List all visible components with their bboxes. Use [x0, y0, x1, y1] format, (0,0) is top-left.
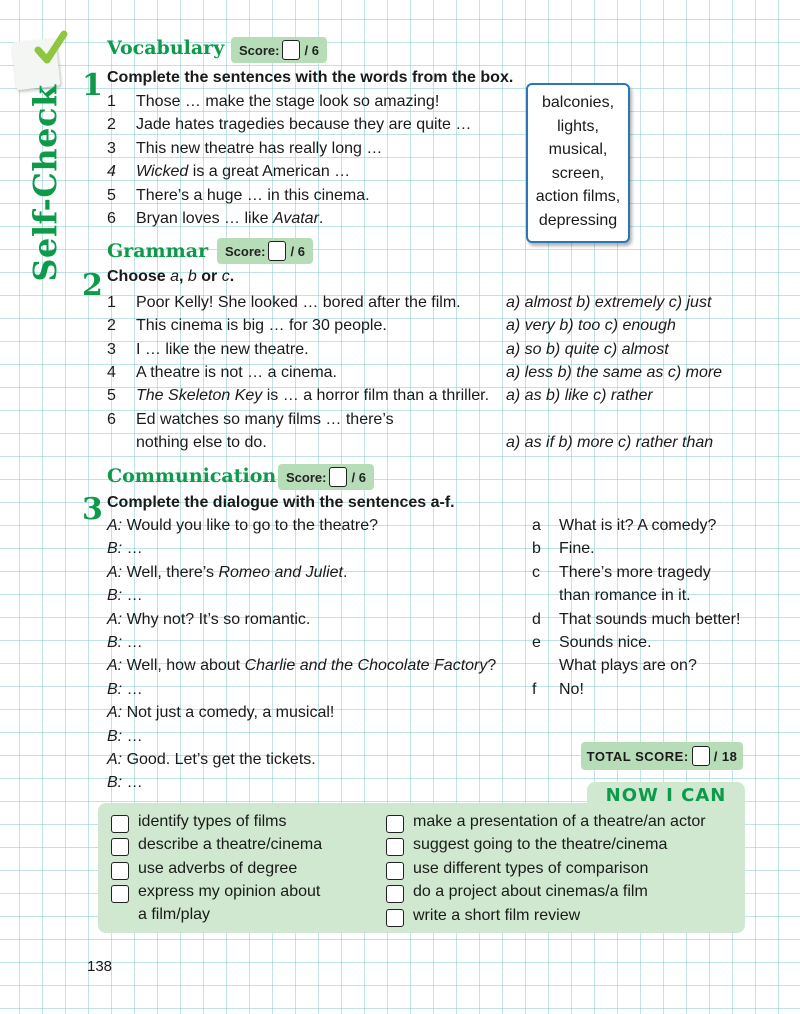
checkbox[interactable]	[386, 909, 404, 927]
checkbox[interactable]	[111, 838, 129, 856]
item-number: 6	[107, 210, 116, 227]
option-letter: b	[532, 540, 541, 558]
vocabulary-sentence: Jade hates tragedies because they are quite …	[136, 116, 472, 133]
exercise-number: 2	[82, 268, 103, 303]
communication-heading: Communication	[107, 465, 277, 487]
grammar-options: a) almost b) extremely c) just	[506, 294, 712, 311]
page-number: 138	[87, 958, 113, 975]
option-letter: d	[532, 610, 541, 628]
option-text: There’s more tragedy	[559, 563, 711, 581]
dialogue-line: B: …	[107, 727, 143, 745]
word-box-item: musical,	[548, 141, 608, 158]
dialogue-line: A: Not just a comedy, a musical!	[107, 704, 335, 722]
item-number: 2	[107, 116, 116, 133]
checkmark-icon	[34, 30, 68, 70]
checkbox[interactable]	[386, 815, 404, 833]
vocabulary-sentence: Those … make the stage look so amazing!	[136, 93, 440, 110]
checklist-label: do a project about cinemas/a film	[413, 883, 648, 901]
communication-instruction: Complete the dialogue with the sentences a-f.	[107, 494, 455, 511]
word-box	[526, 83, 630, 243]
exercise-number: 3	[82, 492, 103, 527]
vocabulary-sentence: Wicked is a great American …	[136, 163, 351, 180]
score-input-box[interactable]	[692, 746, 710, 766]
option-text: That sounds much better!	[559, 610, 741, 628]
checklist-label: write a short film review	[413, 906, 581, 924]
item-number: 2	[107, 317, 116, 334]
dialogue-line: B: …	[107, 587, 143, 605]
dialogue-line: A: Why not? It’s so romantic.	[107, 610, 311, 628]
grammar-sentence: Ed watches so many films … there’s	[136, 411, 394, 428]
vocabulary-score: Score: / 6	[231, 37, 327, 63]
exercise-number: 1	[82, 68, 103, 103]
grammar-instruction: Choose a, b or c.	[107, 268, 235, 285]
grammar-options: a) so b) quite c) almost	[506, 341, 669, 358]
item-number: 3	[107, 140, 116, 157]
dialogue-line: A: Well, there’s Romeo and Juliet.	[107, 563, 348, 581]
item-number: 3	[107, 341, 116, 358]
dialogue-line: A: Would you like to go to the theatre?	[107, 517, 378, 534]
grammar-sentence: The Skeleton Key is … a horror film than a thriller.	[136, 387, 490, 404]
option-text: No!	[559, 680, 584, 698]
grammar-options: a) as b) like c) rather	[506, 387, 653, 404]
grammar-heading: Grammar	[107, 240, 209, 262]
vocabulary-sentence: Bryan loves … like Avatar.	[136, 210, 324, 227]
grammar-options: a) very b) too c) enough	[506, 317, 676, 334]
item-number: 1	[107, 294, 116, 311]
checklist-label: describe a theatre/cinema	[138, 836, 323, 854]
grammar-options: a) less b) the same as c) more	[506, 364, 723, 381]
checklist-label: a film/play	[138, 906, 211, 923]
dialogue-line: B: …	[107, 634, 143, 651]
word-box-item: screen,	[551, 164, 605, 182]
checkbox[interactable]	[111, 885, 129, 903]
checkbox[interactable]	[386, 838, 404, 856]
checklist-label: use adverbs of degree	[138, 859, 298, 877]
total-score: TOTAL SCORE: / 18	[581, 742, 743, 770]
now-i-can-heading: NOW I CAN	[587, 782, 745, 810]
item-number: 1	[107, 93, 116, 110]
grammar-sentence: Poor Kelly! She looked … bored after the film.	[136, 294, 461, 311]
communication-score: Score: / 6	[278, 464, 374, 490]
vocabulary-instruction: Complete the sentences with the words from the box.	[107, 69, 514, 86]
option-letter: c	[532, 563, 540, 581]
word-box-item: lights,	[557, 117, 599, 135]
option-text: than romance in it.	[559, 587, 691, 605]
option-text: Fine.	[559, 540, 595, 558]
grammar-sentence: This cinema is big … for 30 people.	[136, 317, 387, 334]
checkbox[interactable]	[386, 862, 404, 880]
word-box-item: action films,	[535, 188, 621, 205]
checklist-label: suggest going to the theatre/cinema	[413, 836, 668, 854]
grammar-item-line: nothing else to do.	[136, 434, 267, 451]
checkbox[interactable]	[111, 815, 129, 833]
score-input-box[interactable]	[268, 241, 286, 261]
checklist-label: use different types of comparison	[413, 859, 649, 877]
item-number: 5	[107, 387, 116, 404]
option-text: What is it? A comedy?	[559, 517, 717, 534]
vocabulary-sentence: There’s a huge … in this cinema.	[136, 187, 370, 204]
dialogue-line: B: …	[107, 680, 143, 698]
option-text: Sounds nice.	[559, 634, 652, 651]
word-box-item: balconies,	[541, 94, 615, 111]
score-input-box[interactable]	[329, 467, 347, 487]
option-letter: e	[532, 634, 541, 651]
checklist-label: make a presentation of a theatre/an actor	[413, 813, 706, 830]
checklist-label: identify types of films	[138, 813, 287, 830]
grammar-sentence: I … like the new theatre.	[136, 341, 309, 358]
item-number: 5	[107, 187, 116, 204]
dialogue-line: A: Well, how about Charlie and the Chocolate Factory?	[107, 657, 497, 675]
grammar-sentence: A theatre is not … a cinema.	[136, 364, 337, 381]
vocabulary-sentence: This new theatre has really long …	[136, 140, 383, 157]
checkbox[interactable]	[111, 862, 129, 880]
score-input-box[interactable]	[282, 40, 300, 60]
vocabulary-heading: Vocabulary	[107, 37, 225, 59]
checkbox[interactable]	[386, 885, 404, 903]
item-number: 6	[107, 411, 116, 428]
option-text: What plays are on?	[559, 657, 697, 675]
grammar-score: Score: / 6	[217, 238, 313, 264]
item-number: 4	[107, 364, 116, 381]
checklist-label: express my opinion about	[138, 883, 321, 901]
sidebar-title: Self-Check	[26, 84, 64, 282]
word-box-item: depressing	[538, 211, 618, 229]
dialogue-line: B: …	[107, 540, 143, 558]
option-letter: f	[532, 680, 537, 698]
dialogue-line: A: Good. Let’s get the tickets.	[107, 751, 316, 768]
dialogue-line: B: …	[107, 774, 143, 792]
option-letter: a	[532, 517, 541, 534]
item-number: 4	[107, 163, 116, 180]
grammar-options: a) as if b) more c) rather than	[506, 434, 714, 451]
